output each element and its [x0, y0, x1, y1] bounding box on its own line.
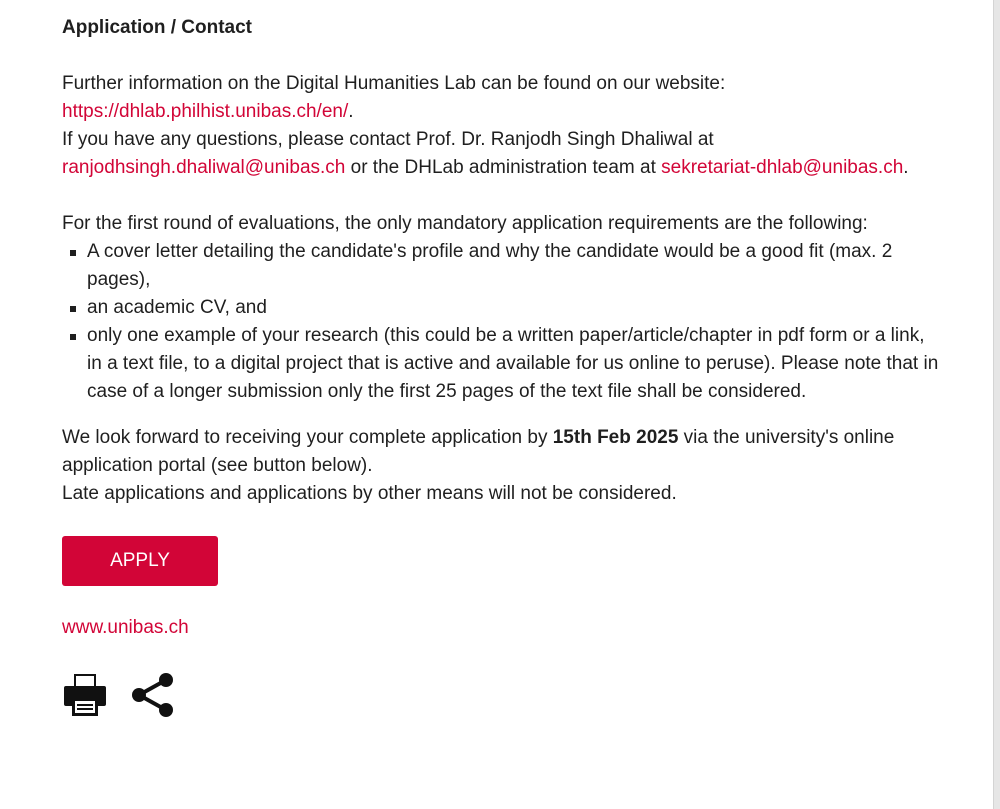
scrollbar-track[interactable]: [993, 0, 1000, 809]
info-paragraph: [62, 70, 942, 182]
closing-text-1: We look forward to receiving your complete application by: [62, 427, 553, 448]
list-item: an academic CV, and: [62, 294, 942, 322]
info-text-3: If you have any questions, please contact Prof. Dr. Ranjodh Singh Dhaliwal at: [62, 129, 714, 150]
requirements-intro: For the first round of evaluations, the only mandatory application requirements are the following:: [62, 213, 868, 234]
requirements-list: [62, 238, 942, 406]
section-heading: Application / Contact: [62, 17, 252, 38]
action-icons: [62, 672, 942, 718]
closing-text-2: via the university's online application portal (see button below).: [62, 427, 895, 476]
info-text-2: .: [348, 101, 354, 122]
deadline: 15th Feb 2025: [552, 427, 679, 448]
print-icon[interactable]: [62, 672, 108, 718]
application-contact-section: [62, 14, 942, 718]
share-icon[interactable]: [130, 672, 176, 718]
email-link-sekretariat[interactable]: sekretariat-dhlab@unibas.ch: [661, 157, 904, 178]
website-link[interactable]: https://dhlab.philhist.unibas.ch/en/: [62, 101, 349, 122]
info-text-5: .: [903, 157, 909, 178]
apply-button[interactable]: APPLY: [62, 536, 218, 586]
closing-paragraph: [62, 424, 942, 508]
list-item: A cover letter detailing the candidate's profile and why the candidate would be a good fit (max. 2 pages),: [62, 238, 942, 294]
email-link-dhaliwal[interactable]: ranjodhsingh.dhaliwal@unibas.ch: [62, 157, 346, 178]
info-text-4: or the DHLab administration team at: [345, 157, 662, 178]
closing-text-3: Late applications and applications by other means will not be considered.: [62, 483, 677, 504]
info-text-1: Further information on the Digital Humanities Lab can be found on our website:: [62, 73, 726, 94]
unibas-site-link[interactable]: www.unibas.ch: [62, 617, 189, 638]
list-item: only one example of your research (this could be a written paper/article/chapter in pdf form or a link, in a text file, to a digital project that is active and available for us online to peruse). Please note that in case of a longer submission only the first 25 pages of the text file shall be considered.: [62, 322, 942, 406]
